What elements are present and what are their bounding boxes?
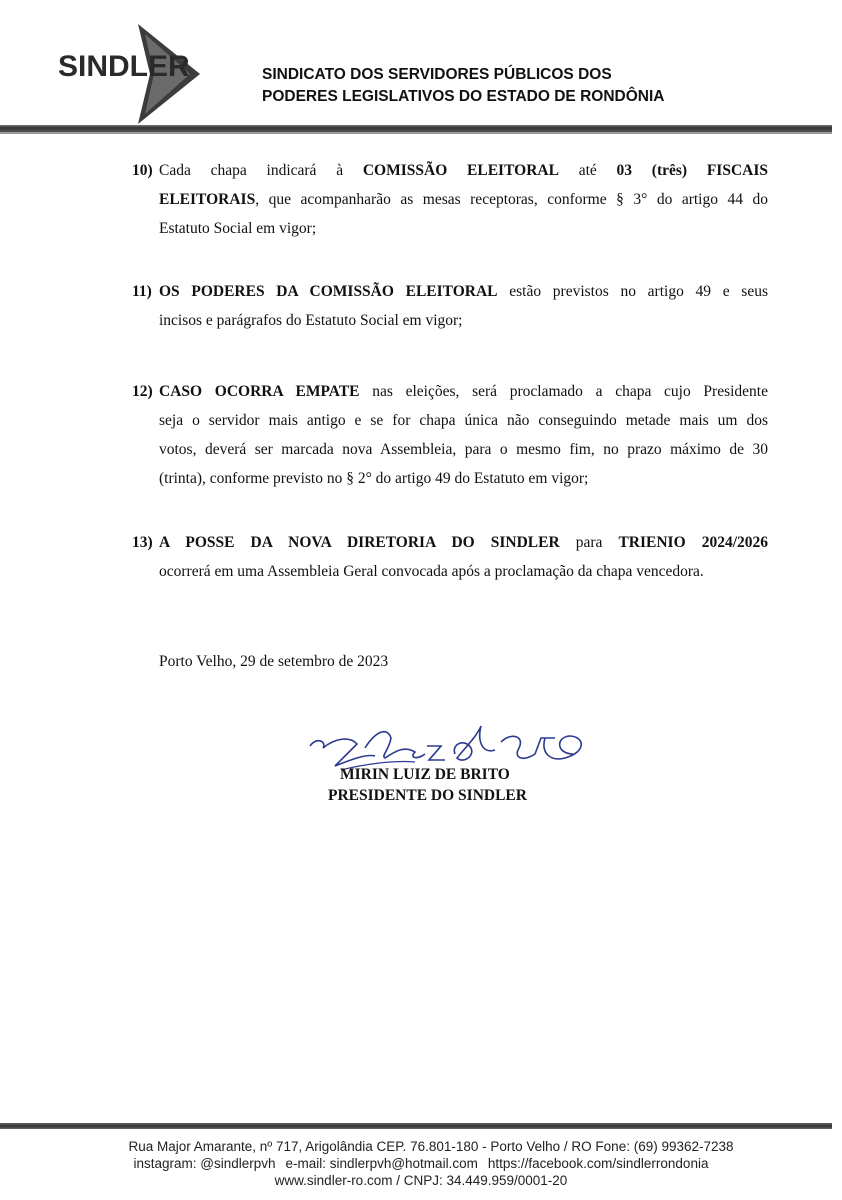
footer-address: Rua Major Amarante, nº 717, Arigolândia CEP. 76.801-180 - Porto Velho / RO Fone: (69) 99362-7238 <box>128 1139 734 1154</box>
clause-10 <box>132 156 768 243</box>
clause-number: 10) <box>132 162 153 179</box>
text-run: até <box>558 162 617 179</box>
org-name-line-1: SINDICATO DOS SERVIDORES PÚBLICOS DOS <box>262 66 612 83</box>
clause-number: 11) <box>132 283 152 300</box>
text-run: nas eleições, será proclamado a chapa cujo Presidente <box>359 383 768 400</box>
clause-line <box>159 306 768 335</box>
signatory-role: PRESIDENTE DO SINDLER <box>328 787 527 804</box>
bold-run: CASO OCORRA EMPATE <box>159 383 360 400</box>
bold-run: A POSSE DA NOVA DIRETORIA DO SINDLER <box>159 534 560 551</box>
clause-line <box>159 557 768 586</box>
footer-instagram: instagram: @sindlerpvh <box>133 1156 276 1171</box>
text-run: , que acompanharão as mesas receptoras, conforme § 3° do artigo 44 do <box>255 191 768 208</box>
date-line: Porto Velho, 29 de setembro de 2023 <box>159 653 389 670</box>
clause-12 <box>132 377 768 493</box>
signatory-name: MIRIN LUIZ DE BRITO <box>340 766 510 783</box>
clause-line <box>159 214 768 243</box>
bold-run: COMISSÃO ELEITORAL <box>362 162 559 179</box>
header-rule <box>0 125 832 132</box>
header-rule-fine <box>0 132 832 134</box>
bold-run: 03 (três) FISCAIS <box>616 162 769 179</box>
letterhead <box>0 0 842 136</box>
text-run: (trinta), conforme previsto no § 2° do artigo 49 do Estatuto em vigor; <box>159 470 589 487</box>
text-run: ocorrerá em uma Assembleia Geral convocada após a proclamação da chapa vencedora. <box>159 563 704 580</box>
footer-facebook: https://facebook.com/sindlerrondonia <box>487 1156 709 1171</box>
bold-run: OS PODERES DA COMISSÃO ELEITORAL <box>159 283 498 300</box>
clause-11 <box>132 277 768 335</box>
clause-line <box>159 528 768 557</box>
text-run: estão previstos no artigo 49 e seus <box>497 283 768 300</box>
org-name-line-2: PODERES LEGISLATIVOS DO ESTADO DE RONDÔNIA <box>262 88 665 105</box>
text-run: Cada chapa indicará à <box>159 162 363 179</box>
text-run: Estatuto Social em vigor; <box>159 220 317 237</box>
text-run: para <box>559 534 619 551</box>
text-run: votos, deverá ser marcada nova Assembleia, para o mesmo fim, no prazo máximo de 30 <box>159 441 768 458</box>
text-run: incisos e parágrafos do Estatuto Social em vigor; <box>159 312 463 329</box>
clause-line <box>159 377 768 406</box>
clause-13 <box>132 528 768 586</box>
clause-line <box>159 406 768 435</box>
clause-line <box>159 185 768 214</box>
bold-run: TRIENIO 2024/2026 <box>618 534 768 551</box>
text-run: seja o servidor mais antigo e se for chapa única não conseguindo metade mais um dos <box>159 412 768 429</box>
logo-text: SINDLER <box>58 50 190 83</box>
footer-rule <box>0 1123 832 1129</box>
clause-line <box>159 464 768 493</box>
clause-line <box>159 435 768 464</box>
footer-contacts <box>0 1156 842 1171</box>
clause-number: 12) <box>132 383 153 400</box>
clause-line <box>159 156 768 185</box>
footer-email: e-mail: sindlerpvh@hotmail.com <box>285 1156 478 1171</box>
clause-line <box>159 277 768 306</box>
bold-run: ELEITORAIS <box>159 191 256 208</box>
clause-number: 13) <box>132 534 153 551</box>
footer-site-cnpj: www.sindler-ro.com / CNPJ: 34.449.959/0001-20 <box>274 1173 568 1188</box>
